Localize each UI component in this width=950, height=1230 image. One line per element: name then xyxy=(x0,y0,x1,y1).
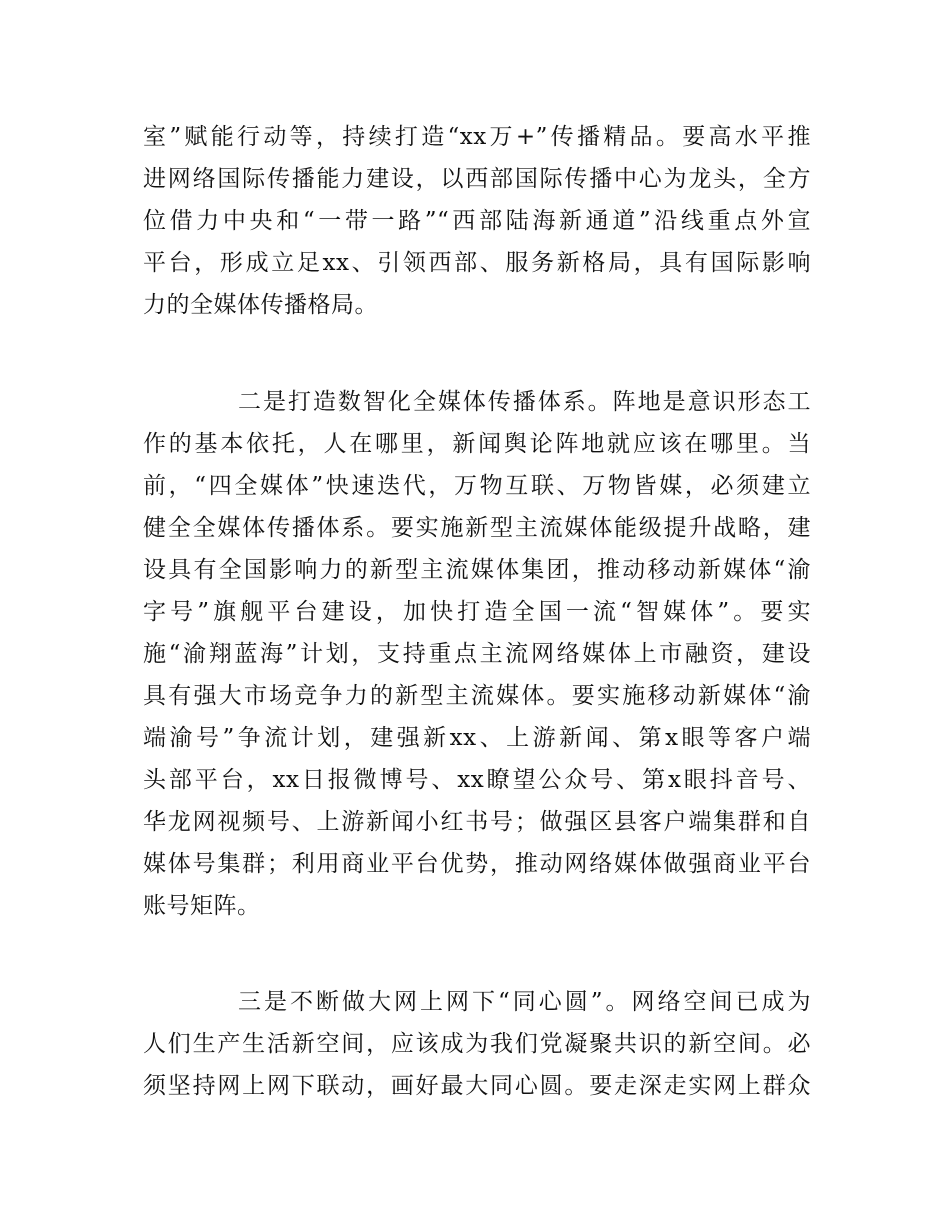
paragraph-media-system xyxy=(143,381,811,927)
text-line: 施“渝翔蓝海”计划，支持重点主流网络媒体上市融资，建设 xyxy=(143,641,811,667)
paragraph-international-communication xyxy=(143,116,811,326)
text-line: 二是打造数智化全媒体传播体系。阵地是意识形态工 xyxy=(238,389,811,415)
text-line: 前，“四全媒体”快速迭代，万物互联、万物皆媒，必须建立 xyxy=(143,473,811,499)
text-line: 媒体号集群；利用商业平台优势，推动网络媒体做强商业平台 xyxy=(143,851,811,877)
text-line: 须坚持网上网下联动，画好最大同心圆。要走深走实网上群众 xyxy=(143,1073,811,1099)
text-line: 账号矩阵。 xyxy=(143,893,261,919)
text-line: 作的基本依托，人在哪里，新闻舆论阵地就应该在哪里。当 xyxy=(143,431,811,457)
paragraph-concentric-circle xyxy=(143,981,811,1107)
text-line: 力的全媒体传播格局。 xyxy=(143,292,378,318)
text-line: 三是不断做大网上网下“同心圆”。网络空间已成为 xyxy=(238,989,811,1015)
text-line: 室”赋能行动等，持续打造“xx万+”传播精品。要高水平推 xyxy=(143,124,811,150)
text-line: 具有强大市场竞争力的新型主流媒体。要实施移动新媒体“渝 xyxy=(143,683,811,709)
text-line: 人们生产生活新空间，应该成为我们党凝聚共识的新空间。必 xyxy=(143,1031,811,1057)
text-line: 进网络国际传播能力建设，以西部国际传播中心为龙头，全方 xyxy=(143,166,811,192)
text-line: 位借力中央和“一带一路”“西部陆海新通道”沿线重点外宣 xyxy=(143,208,811,234)
text-line: 设具有全国影响力的新型主流媒体集团，推动移动新媒体“渝 xyxy=(143,557,811,583)
text-line: 华龙网视频号、上游新闻小红书号；做强区县客户端集群和自 xyxy=(143,809,811,835)
text-line: 平台，形成立足xx、引领西部、服务新格局，具有国际影响 xyxy=(143,250,811,276)
text-line: 头部平台，xx日报微博号、xx瞭望公众号、第x眼抖音号、 xyxy=(143,767,811,793)
text-line: 端渝号”争流计划，建强新xx、上游新闻、第x眼等客户端 xyxy=(143,725,811,751)
text-line: 健全全媒体传播体系。要实施新型主流媒体能级提升战略，建 xyxy=(143,515,811,541)
text-line: 字号”旗舰平台建设，加快打造全国一流“智媒体”。要实 xyxy=(143,599,811,625)
